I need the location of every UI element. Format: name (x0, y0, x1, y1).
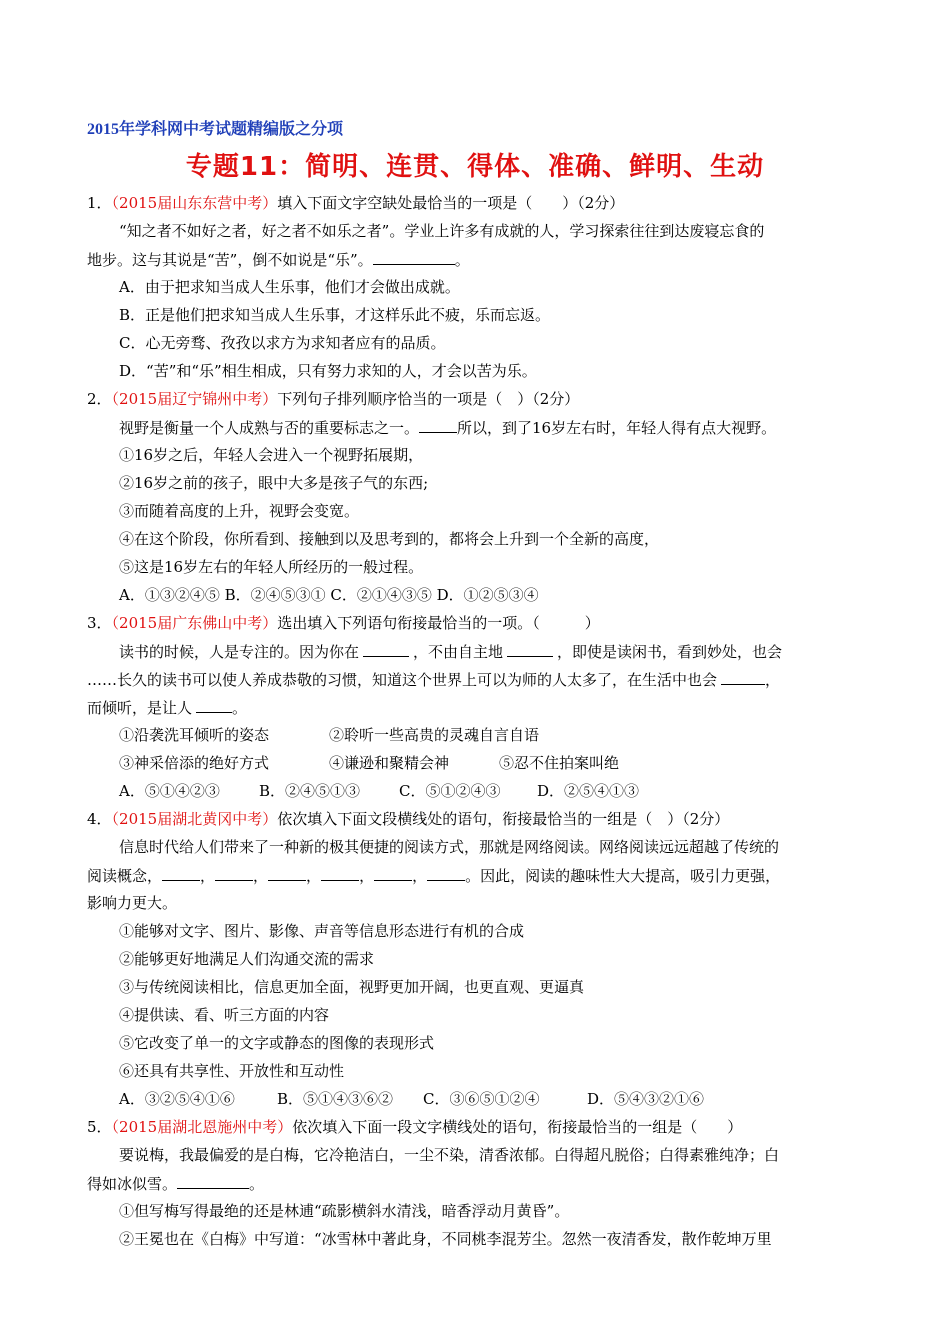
blank (321, 865, 359, 881)
question-2-passage: 视野是衡量一个人成熟与否的重要标志之一。 所以，到了16岁左右时，年轻人得有点大视野。 (119, 419, 777, 437)
sentence-1: ①但写梅写得最绝的还是林逋“疏影横斜水清浅，暗香浮动月黄昏”。 (119, 1202, 570, 1220)
sentence-1: ①16岁之后，年轻人会进入一个视野拓展期， (119, 446, 424, 464)
source-tag: （2015届广东佛山中考） (111, 614, 278, 632)
option-a: A．由于把求知当成人生乐事，他们才会做出成就。 (119, 278, 460, 296)
sentence-6: ⑥还具有共享性、开放性和互动性 (119, 1062, 345, 1080)
question-3-options: A．⑤①④②③ B．②④⑤①③ C．⑤①②④③ D．②⑤④①③ (119, 782, 640, 800)
question-1-passage-cont: 地步。这与其说是“苦”，倒不如说是“乐”。 。 (87, 251, 470, 269)
question-3-passage: 读书的时候，人是专注的。因为你在 ，不由自主地 ，即使是读闲书，看到妙处，也会 (119, 643, 783, 661)
question-5-stem: 5．（2015届湖北恩施州中考）依次填入下面一段文字横线处的语句，衔接最恰当的一组是（ ） (87, 1118, 743, 1136)
option-b: B．正是他们把求知当成人生乐事，才这样乐此不疲，乐而忘返。 (119, 306, 551, 324)
question-2-options: A．①③②④⑤ B．②④⑤③① C．②①④③⑤ D．①②⑤③④ (119, 586, 539, 604)
blank (215, 865, 253, 881)
question-3-passage-end: 而倾听，是让人 。 (87, 699, 248, 717)
choice-row-1: ①沿袭洗耳倾听的姿态 ②聆听一些高贵的灵魂自言自语 (119, 726, 540, 744)
blank (507, 641, 553, 657)
question-1-passage: “知之者不如好之者，好之者不如乐之者”。学业上许多有成就的人，学习探索往往到达废寝忘食的 (119, 222, 765, 240)
blank (268, 865, 306, 881)
question-3-passage-cont: ……长久的读书可以使人养成恭敬的习惯，知道这个世界上可以为师的人太多了，在生活中也会 ， (87, 671, 781, 689)
choice-row-2: ③神采倍添的绝好方式 ④谦逊和聚精会神 ⑤忍不住拍案叫绝 (119, 754, 620, 772)
sentence-4: ④提供读、看、听三方面的内容 (119, 1006, 330, 1024)
blank (363, 641, 409, 657)
option-c: C．心无旁骛、孜孜以求方为求知者应有的品质。 (119, 334, 446, 352)
sentence-5: ⑤这是16岁左右的年轻人所经历的一般过程。 (119, 558, 424, 576)
question-2-stem: 2．（2015届辽宁锦州中考）下列句子排列顺序恰当的一项是（ ）（2分） (87, 390, 580, 408)
question-3-stem: 3．（2015届广东佛山中考）选出填入下列语句衔接最恰当的一项。（ ） (87, 614, 600, 632)
question-4-passage-cont: 阅读概念， ， ， ， ， ， 。因此，阅读的趣味性大大提高，吸引力更强， (87, 867, 781, 885)
question-1-stem: 1．（2015届山东东营中考）填入下面文字空缺处最恰当的一项是（ ）（2分） (87, 194, 625, 212)
blank (419, 417, 457, 433)
source-tag: （2015届辽宁锦州中考） (111, 390, 278, 408)
question-4-stem: 4．（2015届湖北黄冈中考）依次填入下面文段横线处的语句，衔接最恰当的一组是（ ）（2分） (87, 810, 730, 828)
sentence-3: ③与传统阅读相比，信息更加全面，视野更加开阔，也更直观、更逼真 (119, 978, 585, 996)
sentence-2: ②能够更好地满足人们沟通交流的需求 (119, 950, 375, 968)
question-4-options: A．③②⑤④①⑥ B．⑤①④③⑥② C．③⑥⑤①②④ D．⑤④③②①⑥ (119, 1090, 705, 1108)
question-4-passage-end: 影响力更大。 (87, 894, 178, 912)
source-tag: （2015届湖北恩施州中考） (111, 1118, 293, 1136)
sentence-2: ②王冕也在《白梅》中写道：“冰雪林中著此身，不同桃李混芳尘。忽然一夜清香发，散作乾坤万里 (119, 1230, 772, 1248)
blank (721, 669, 765, 685)
source-tag: （2015届山东东营中考） (111, 194, 278, 212)
blank (196, 697, 232, 713)
sentence-2: ②16岁之前的孩子，眼中大多是孩子气的东西; (119, 474, 429, 492)
question-5-passage-cont: 得如冰似雪。 。 (87, 1175, 265, 1193)
sentence-1: ①能够对文字、图片、影像、声音等信息形态进行有机的合成 (119, 922, 525, 940)
blank (162, 865, 200, 881)
series-header: 2015年学科网中考试题精编版之分项 (87, 121, 344, 138)
sentence-5: ⑤它改变了单一的文字或静态的图像的表现形式 (119, 1034, 435, 1052)
sentence-4: ④在这个阶段，你所看到、接触到以及思考到的，都将会上升到一个全新的高度， (119, 530, 660, 548)
blank (374, 865, 412, 881)
blank (177, 1173, 249, 1189)
sentence-3: ③而随着高度的上升，视野会变宽。 (119, 502, 360, 520)
question-4-passage: 信息时代给人们带来了一种新的极其便捷的阅读方式，那就是网络阅读。网络阅读远远超越了传统的 (119, 838, 780, 856)
blank (373, 249, 455, 265)
source-tag: （2015届湖北黄冈中考） (111, 810, 278, 828)
question-5-passage: 要说梅，我最偏爱的是白梅，它冷艳洁白，一尘不染，清香浓郁。白得超凡脱俗；白得素雅纯净；白 (119, 1146, 780, 1164)
option-d: D．“苦”和“乐”相生相成，只有努力求知的人，才会以苦为乐。 (119, 362, 537, 380)
page-title: 专题11：简明、连贯、得体、准确、鲜明、生动 (185, 152, 765, 182)
blank (427, 865, 465, 881)
